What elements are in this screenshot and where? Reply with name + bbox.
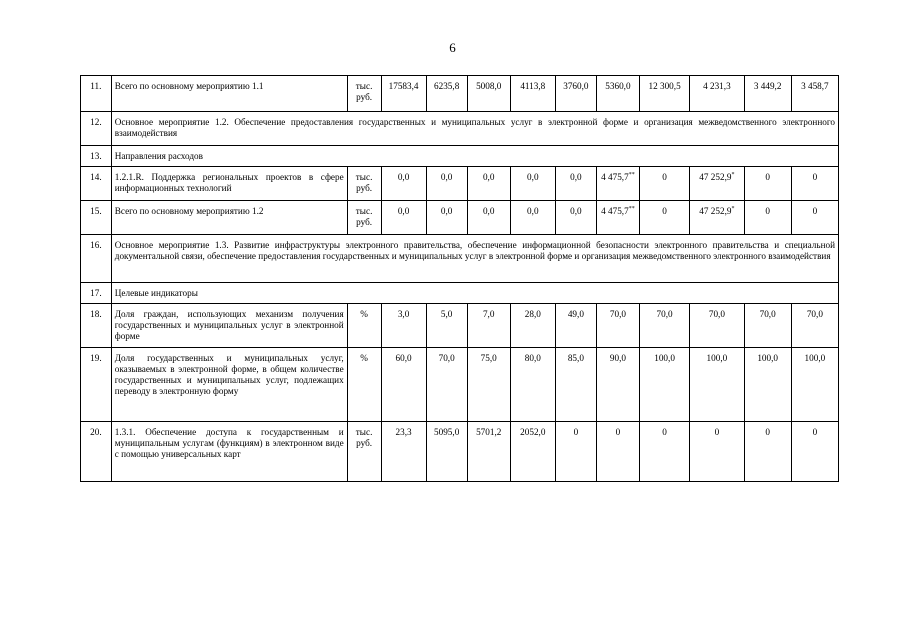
value-cell [791, 422, 838, 482]
table-row [81, 167, 839, 201]
value-text: 0 [812, 427, 818, 437]
value-text: 28,0 [524, 309, 541, 319]
value-cell [381, 167, 426, 201]
value-cell [555, 348, 596, 422]
footnote-mark: * [731, 205, 735, 212]
value-text: 70,0 [806, 309, 823, 319]
value-cell [381, 201, 426, 235]
value-text: 4113,8 [520, 81, 546, 91]
value-text: 75,0 [480, 353, 497, 363]
value-cell [381, 422, 426, 482]
value-text: 0,0 [482, 172, 495, 182]
row-number: 19. [81, 348, 112, 422]
value-cell [426, 422, 467, 482]
row-number: 17. [81, 283, 112, 304]
value-text: 80,0 [524, 353, 541, 363]
budget-table [80, 75, 839, 482]
value-text: 7,0 [482, 309, 495, 319]
value-cell [426, 304, 467, 348]
row-number: 18. [81, 304, 112, 348]
value-text: 90,0 [609, 353, 626, 363]
value-text: 70,0 [656, 309, 673, 319]
row-unit: тыс. руб. [347, 201, 381, 235]
row-number: 12. [81, 112, 112, 146]
section-heading: Основное мероприятие 1.2. Обеспечение предоставления государственных и муниципальных услуг в электронной форме и организация межведомственного электронного взаимодействия [111, 112, 838, 146]
value-text: 60,0 [395, 353, 412, 363]
row-number: 16. [81, 235, 112, 283]
value-text: 100,0 [804, 353, 826, 363]
row-unit: тыс. руб. [347, 76, 381, 112]
value-text: 5095,0 [434, 427, 460, 437]
value-cell [555, 422, 596, 482]
value-cell [510, 422, 555, 482]
value-text: 0 [662, 172, 667, 182]
value-text: 0,0 [570, 172, 582, 182]
value-text: 5,0 [440, 309, 453, 319]
value-cell [510, 201, 555, 235]
value-cell [690, 167, 744, 201]
value-cell [426, 76, 467, 112]
value-text: 23,3 [395, 427, 412, 437]
row-description: 1.2.1.R. Поддержка региональных проектов в сфере информационных технологий [111, 167, 347, 201]
value-text: 100,0 [706, 353, 728, 363]
value-cell [426, 201, 467, 235]
value-cell [596, 348, 639, 422]
value-cell [467, 304, 510, 348]
value-cell [639, 304, 689, 348]
value-text: 0,0 [527, 206, 539, 216]
value-text: 70,0 [759, 309, 776, 319]
value-cell [555, 167, 596, 201]
value-cell [596, 304, 639, 348]
value-cell [510, 348, 555, 422]
page-number: 6 [449, 40, 456, 55]
value-cell [555, 201, 596, 235]
row-unit: тыс. руб. [347, 422, 381, 482]
row-number: 13. [81, 146, 112, 167]
table-row [81, 76, 839, 112]
value-text: 4 475,7 [601, 206, 629, 216]
row-unit: % [347, 304, 381, 348]
value-cell [467, 348, 510, 422]
row-number: 14. [81, 167, 112, 201]
value-cell [744, 304, 791, 348]
value-text: 49,0 [567, 309, 584, 319]
row-unit: тыс. руб. [347, 167, 381, 201]
value-cell [639, 76, 689, 112]
value-text: 0 [662, 206, 667, 216]
value-text: 0 [765, 427, 770, 437]
value-text: 0,0 [527, 172, 539, 182]
table-row [81, 112, 839, 146]
value-text: 0,0 [397, 206, 410, 216]
footnote-mark: ** [628, 171, 635, 178]
section-heading: Целевые индикаторы [111, 283, 838, 304]
table-body [81, 76, 839, 482]
value-cell [690, 304, 744, 348]
value-text: 70,0 [438, 353, 455, 363]
value-cell [555, 304, 596, 348]
value-text: 6235,8 [434, 81, 460, 91]
table-row [81, 235, 839, 283]
value-cell [791, 76, 838, 112]
row-description: 1.3.1. Обеспечение доступа к государственным и муниципальным услугам (функциям) в электронном виде с помощью универсальных карт [111, 422, 347, 482]
value-text: 47 252,9 [699, 206, 732, 216]
value-text: 0 [765, 172, 770, 182]
value-text: 0 [615, 427, 621, 437]
value-cell [510, 304, 555, 348]
value-cell [596, 76, 639, 112]
value-text: 17583,4 [388, 81, 419, 91]
value-cell [426, 167, 467, 201]
value-text: 4 231,3 [703, 81, 731, 91]
value-text: 47 252,9 [699, 172, 732, 182]
value-cell [381, 304, 426, 348]
value-cell [510, 76, 555, 112]
value-cell [690, 76, 744, 112]
value-text: 100,0 [757, 353, 778, 363]
value-cell [639, 167, 689, 201]
value-text: 0,0 [397, 172, 410, 182]
value-text: 100,0 [654, 353, 675, 363]
value-text: 85,0 [567, 353, 584, 363]
value-text: 3 449,2 [753, 81, 782, 91]
row-description: Доля граждан, использующих механизм получения государственных и муниципальных услуг в электронной форме [111, 304, 347, 348]
value-cell [510, 167, 555, 201]
value-text: 5701,2 [476, 427, 502, 437]
value-cell [690, 348, 744, 422]
row-description: Доля государственных и муниципальных услуг, оказываемых в электронной форме, в общем количестве государственных и муниципальных услуг, подлежащих переводу в электронную форму [111, 348, 347, 422]
value-text: 0 [765, 206, 770, 216]
row-description: Всего по основному мероприятию 1.2 [111, 201, 347, 235]
value-text: 3 458,7 [801, 81, 829, 91]
value-cell [639, 348, 689, 422]
value-text: 2052,0 [520, 427, 546, 437]
value-cell [555, 76, 596, 112]
table-row [81, 348, 839, 422]
value-text: 0 [812, 206, 818, 216]
row-number: 11. [81, 76, 112, 112]
value-text: 0 [714, 427, 720, 437]
value-cell [467, 201, 510, 235]
value-cell [639, 201, 689, 235]
value-cell [690, 201, 744, 235]
value-cell [744, 422, 791, 482]
table-row [81, 283, 839, 304]
value-cell [596, 167, 639, 201]
footnote-mark: * [731, 171, 735, 178]
row-number: 20. [81, 422, 112, 482]
value-text: 0,0 [482, 206, 495, 216]
value-cell [467, 76, 510, 112]
value-text: 0 [662, 427, 667, 437]
value-text: 0 [812, 172, 818, 182]
value-cell [744, 348, 791, 422]
table-row [81, 422, 839, 482]
value-cell [744, 76, 791, 112]
row-description: Всего по основному мероприятию 1.1 [111, 76, 347, 112]
value-text: 12 300,5 [648, 81, 681, 91]
value-cell [639, 422, 689, 482]
value-cell [791, 348, 838, 422]
footnote-mark: ** [628, 205, 635, 212]
row-unit: % [347, 348, 381, 422]
value-text: 0,0 [570, 206, 582, 216]
value-text: 0,0 [440, 206, 453, 216]
value-cell [381, 348, 426, 422]
value-text: 5008,0 [476, 81, 502, 91]
value-text: 4 475,7 [601, 172, 629, 182]
row-number: 15. [81, 201, 112, 235]
table-row [81, 201, 839, 235]
value-text: 5360,0 [605, 81, 631, 91]
table-row [81, 304, 839, 348]
value-cell [791, 304, 838, 348]
value-cell [596, 201, 639, 235]
value-cell [744, 201, 791, 235]
value-text: 0,0 [440, 172, 453, 182]
value-text: 3,0 [397, 309, 410, 319]
value-cell [426, 348, 467, 422]
value-text: 70,0 [609, 309, 626, 319]
value-cell [467, 167, 510, 201]
value-text: 0 [573, 427, 579, 437]
value-cell [791, 201, 838, 235]
value-cell [791, 167, 838, 201]
section-heading: Основное мероприятие 1.3. Развитие инфраструктуры электронного правительства, обеспечение информационной безопасности электронного правительства и специальной документальной связи, обеспечение предоставления государственных и муниципальных услуг в электронной форме и организация межведомственного электронного взаимодействия [111, 235, 838, 283]
value-text: 70,0 [708, 309, 725, 319]
value-cell [381, 76, 426, 112]
value-cell [690, 422, 744, 482]
section-heading: Направления расходов [111, 146, 838, 167]
value-text: 3760,0 [563, 81, 589, 91]
value-cell [744, 167, 791, 201]
value-cell [596, 422, 639, 482]
value-cell [467, 422, 510, 482]
table-row [81, 146, 839, 167]
